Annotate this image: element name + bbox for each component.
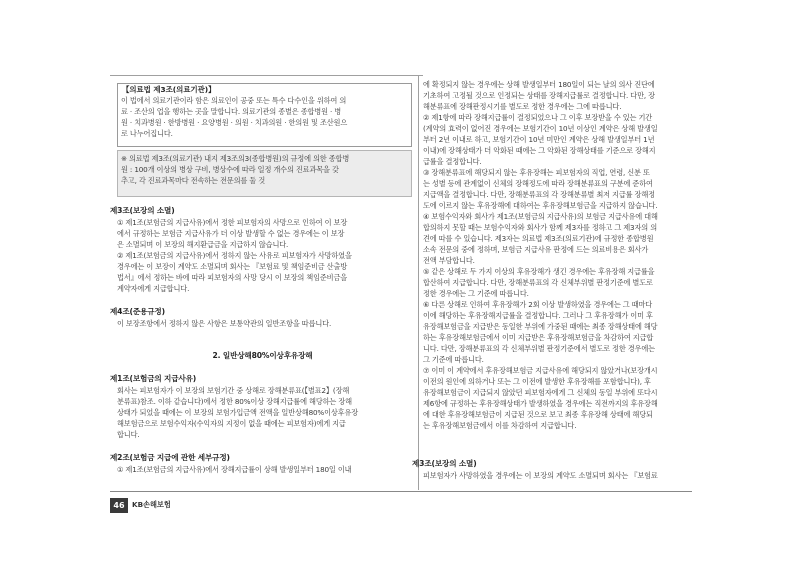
body-text-line: (계약의 효력이 없어진 경우에는 보험기간이 10년 이상인 계약은 상해 발생일 (423, 124, 658, 133)
column-divider (418, 75, 419, 490)
body-text-line: 하는 후유장해보험금에서 이미 지급받은 후유장해보험금을 차감하여 지급합 (423, 333, 654, 342)
body-text-line: 법서』에서 정하는 바에 따라 피보험자의 사망 당시 이 보장의 책임준비금을 (117, 273, 348, 282)
body-text-line: 합의하지 못할 때는 보험수익자와 회사가 함께 제3자를 정하고 그 제3자의 의 (423, 223, 657, 232)
body-text-line: 이전의 원인에 의하거나 또는 그 이전에 발생한 후유장해를 포함합니다), 후 (423, 377, 651, 386)
body-text-line: ① 제1조(보험금의 지급사유)에서 장해지급률이 상해 발생일부터 180일 이내 (117, 465, 352, 474)
box-text-line: 이 법에서 의료기관이라 함은 의료인이 공중 또는 특수 다수인을 위하여 의 (121, 96, 347, 105)
body-text-line: 상태가 되었을 때에는 이 보장의 보험가입금액 전액을 일반상해80%이상후유장 (117, 408, 359, 417)
brand-name: KB손해보험 (132, 500, 171, 509)
body-text-line: 급률을 결정합니다. (423, 157, 482, 166)
body-text-line: 그 기준에 따릅니다. (423, 355, 484, 364)
body-text-line: ① 제1조(보험금의 지급사유)에서 정한 피보험자의 사망으로 인하여 이 보장 (117, 218, 348, 227)
body-text-line: ② 제1조(보험금의 지급사유)에서 정하지 않는 사유로 피보험자가 사망하였을 (117, 251, 352, 260)
body-text-line: ② 제1항에 따라 장해지급률이 결정되었으나 그 이후 보장받을 수 있는 기간 (423, 113, 653, 122)
body-text-line: 기초하여 고정될 것으로 인정되는 상태를 장해지급률로 결정합니다. 다만, 장 (423, 91, 655, 100)
body-text-line: 이내)에 장해상태가 더 악화된 때에는 그 악화된 장해상태를 기준으로 장해지 (423, 146, 656, 155)
body-text-line: ⑥ 다른 상해로 인하여 후유장해가 2회 이상 발생하였을 경우에는 그 때마다 (423, 300, 653, 309)
body-text-line: 합니다. (117, 430, 140, 439)
body-text-line: 는 성별 등에 관계없이 신체의 장해정도에 따라 장해분류표의 구분에 준하여 (423, 179, 653, 188)
medical-law-box-title: 【의료법 제3조(의료기관)】 (122, 85, 216, 94)
body-text-line: 은 소멸되며 이 보장의 해지환급금을 지급하지 않습니다. (117, 240, 289, 249)
body-text-line: 에 대한 후유장해보험금이 지급된 것으로 보고 최종 후유장해 상태에 해당되 (423, 410, 653, 419)
section-heading: 제3조(보장의 소멸) (412, 459, 477, 468)
body-text-line: 전액 부담합니다. (423, 256, 475, 265)
body-text-line: 제6항에 규정하는 후유장해상태가 발생하였을 경우에는 직전까지의 후유장해 (423, 399, 658, 408)
note-text-line: 추고, 각 진료과목마다 전속하는 전문의를 둘 것 (121, 176, 266, 185)
body-text-line: ⑦ 이미 이 계약에서 후유장해보험금 지급사유에 해당되지 않았거나(보장개시 (423, 366, 658, 375)
section-heading: 제3조(보장의 소멸) (110, 206, 175, 215)
section-heading: 제4조(준용규정) (110, 307, 165, 316)
body-text-line: 견에 따를 수 있습니다. 제3자는 의료법 제3조(의료기관)에 규정한 종합병원 (423, 234, 654, 243)
section-heading: 제1조(보험금의 지급사유) (110, 374, 197, 383)
body-text-line: ⑤ 같은 상해로 두 가지 이상의 후유장해가 생긴 경우에는 후유장해 지급률을 (423, 267, 655, 276)
box-text-line: 로 나누어집니다. (121, 129, 173, 138)
body-text-line: 회사는 피보험자가 이 보장의 보험기간 중 상해로 장해분류표(【별표2】(장해 (117, 386, 350, 395)
section-heading: 제2조(보험금 지급에 관한 세부규정) (110, 453, 230, 462)
box-text-line: 료 · 조산의 업을 행하는 곳을 말합니다. 의료기관의 종별은 종합병원 · 병 (121, 107, 342, 116)
note-text-line: ※ 의료법 제3조(의료기관) 내지 제3조의3(종합병원)의 규정에 의한 종합병 (121, 154, 350, 163)
body-text-line: 계약자에게 지급합니다. (117, 284, 190, 293)
body-text-line: 유장해보험금이 지급되지 않았던 피보험자에게 그 신체의 동일 부위에 또다시 (423, 388, 658, 397)
body-text-line: 분류표)참조. 이하 같습니다)에서 정한 80%이상 장해지급률에 해당하는 장해 (117, 397, 352, 406)
page-number: 46 (110, 498, 128, 513)
body-text-line: 이에 해당하는 후유장해지급률을 결정합니다. 그러나 그 후유장해가 이미 후 (423, 311, 653, 320)
body-text-line: 지급액을 결정합니다. 다만, 장해분류표의 각 장해분류별 최저 지급률 장해정 (423, 190, 655, 199)
box-text-line: 원 · 치과병원 · 한방병원 · 요양병원 · 의원 · 치과의원 · 한의원 및 조산원으 (121, 118, 348, 127)
body-text-line: ③ 장해분류표에 해당되지 않는 후유장해는 피보험자의 직업, 연령, 신분 또 (423, 168, 650, 177)
body-text-line: 에 확정되지 않는 경우에는 상해 발생일부터 180일이 되는 날의 의사 진단에 (423, 80, 655, 89)
body-text-line: 소속 전문의 중에 정하며, 보험금 지급사유 판정에 드는 의료비용은 회사가 (423, 245, 649, 254)
body-text-line: 피보험자가 사망하였을 경우에는 이 보장의 계약도 소멸되며 회사는 『보험료 (423, 471, 658, 480)
footer-rule (110, 491, 692, 492)
top-rule (110, 75, 423, 76)
body-text-line: 해보험금으로 보험수익자(수익자의 지정이 없을 때에는 피보험자)에게 지급 (117, 419, 346, 428)
body-text-line: 는 후유장해보험금에서 이를 차감하여 지급합니다. (423, 421, 577, 430)
body-text-line: 니다. 다만, 장해분류표의 각 신체부위별 판정기준에서 별도로 정한 경우에는 (423, 344, 655, 353)
body-text-line: 정한 경우에는 그 기준에 따릅니다. (423, 289, 529, 298)
body-text-line: 부터 2년 이내로 하고, 보험기간이 10년 미만인 계약은 상해 발생일부터 1년 (423, 135, 655, 144)
body-text-line: 합산하여 지급합니다. 다만, 장해분류표의 각 신체부위별 판정기준에 별도로 (423, 278, 653, 287)
body-text-line: 도에 이르지 않는 후유장해에 대하여는 후유장해보험금을 지급하지 않습니다. (423, 201, 658, 210)
body-text-line: 유장해보험금을 지급받은 동일한 부위에 가중된 때에는 최종 장해상태에 해당 (423, 322, 658, 331)
body-text-line: 경우에는 이 보장이 계약도 소멸되며 회사는 『보험료 및 책임준비금 산출방 (117, 262, 348, 271)
body-text-line: 이 보장조항에서 정하지 않은 사항은 보통약관의 일반조항을 따릅니다. (117, 319, 332, 328)
note-text-line: 원 : 100개 이상의 병상 구비, 병상수에 따라 일정 개수의 진료과목을 갖 (121, 165, 339, 174)
body-text-line: 해분류표에 장해판정시기를 별도로 정한 경우에는 그에 따릅니다. (423, 102, 622, 111)
body-text-line: 에서 규정하는 보험금 지급사유가 더 이상 발생할 수 없는 경우에는 이 보장 (117, 229, 345, 238)
body-text-line: ④ 보험수익자와 회사가 제1조(보험금의 지급사유)의 보험금 지급사유에 대해 (423, 212, 658, 221)
chapter-title: 2. 일반상해80%이상후유장해 (212, 351, 313, 360)
